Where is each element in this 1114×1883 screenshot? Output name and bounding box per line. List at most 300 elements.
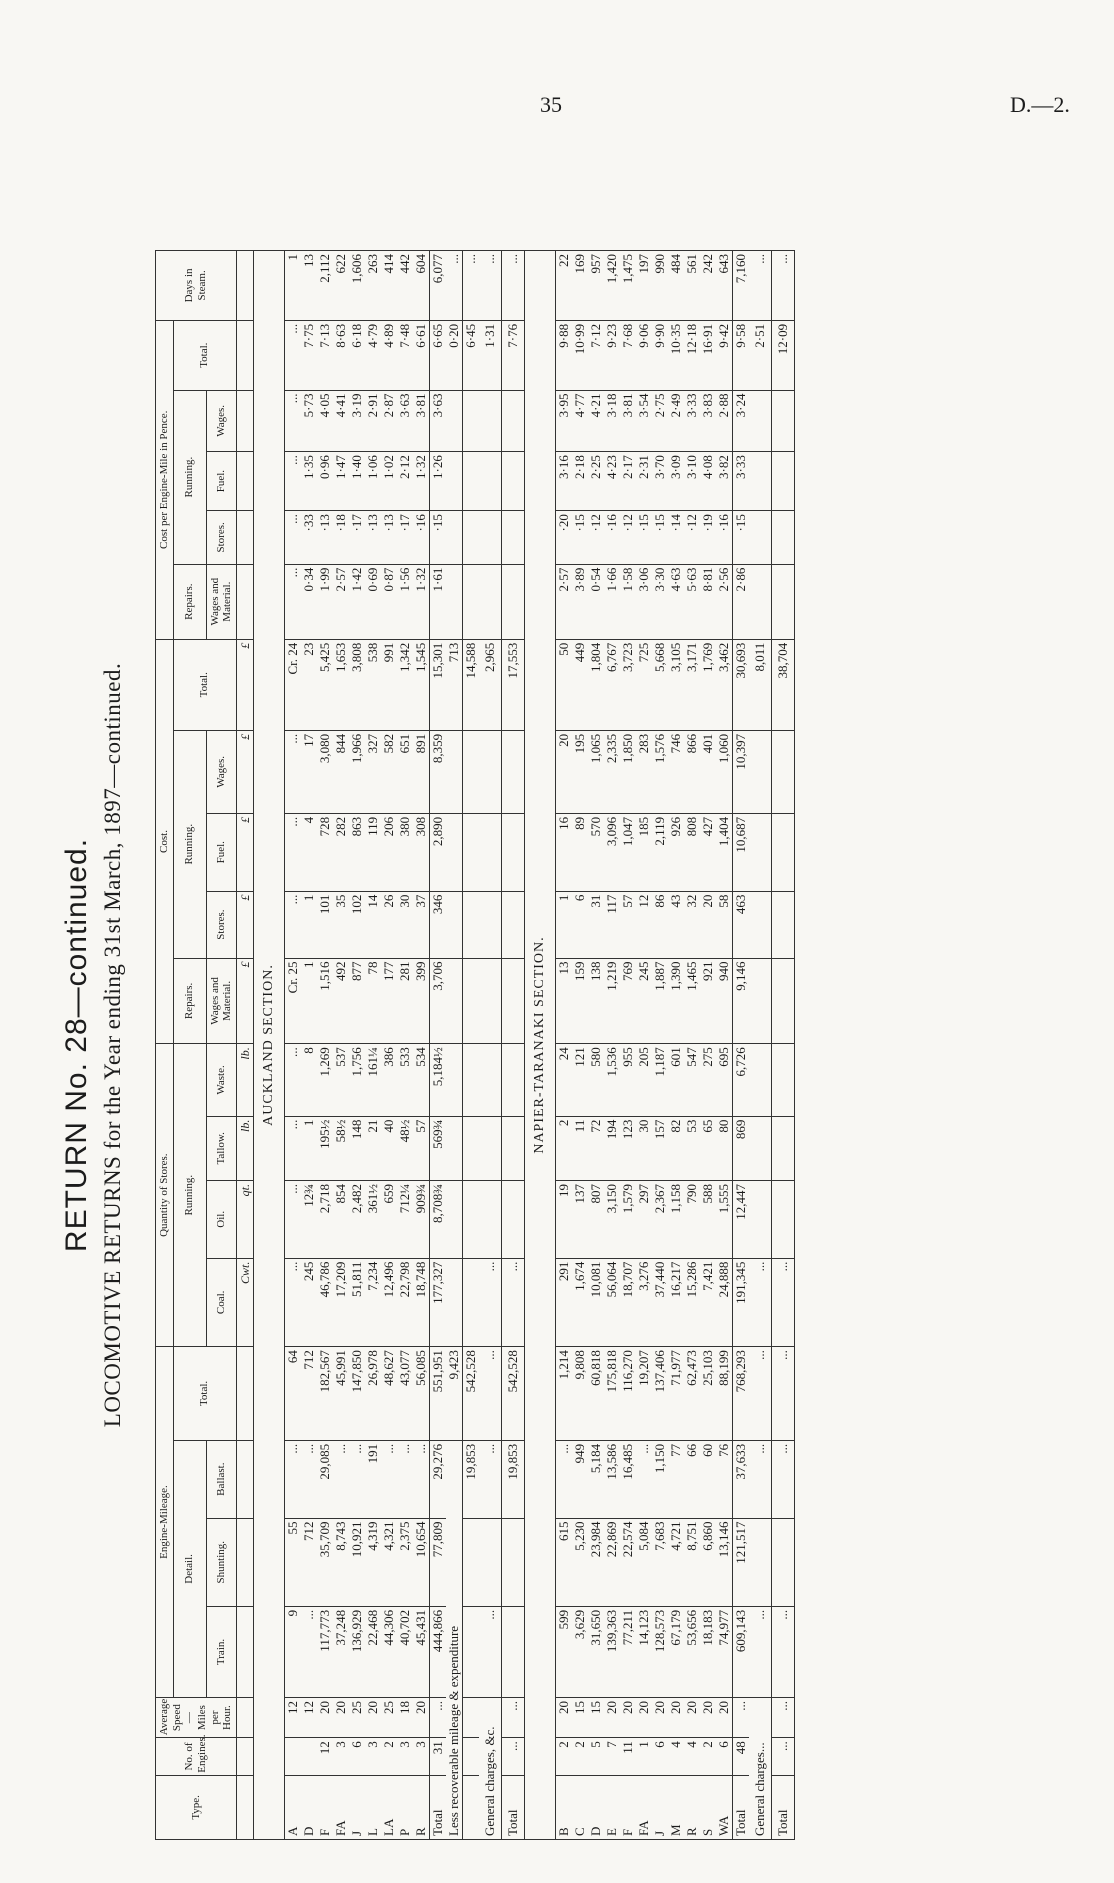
- cell-speed: 20: [333, 1698, 349, 1738]
- cell-days: 1,475: [620, 251, 636, 321]
- cell-c_tot: 3,105: [668, 639, 684, 730]
- header-pence-repairs: Repairs.: [173, 564, 206, 639]
- blank-cell: [771, 564, 794, 639]
- blank-cell: [446, 730, 463, 813]
- blank-cell: [771, 390, 794, 452]
- document-reference: D.—2.: [1010, 92, 1070, 117]
- cell-p_sto: ·16: [604, 511, 620, 565]
- cell-coal: 1,674: [572, 1258, 588, 1346]
- cell-coal: 3,276: [636, 1258, 652, 1346]
- row-label: S: [700, 1775, 716, 1839]
- blank-cell: [446, 564, 463, 639]
- cell-train: 3,629: [572, 1606, 588, 1697]
- cell-c_rep: 1,219: [604, 958, 620, 1044]
- cell-p_rep: 8·81: [700, 564, 716, 639]
- header-no-engines: No. of Engines.: [156, 1738, 237, 1776]
- cell-oil: 12¾: [301, 1180, 317, 1258]
- cell-c_wag: 651: [397, 730, 413, 813]
- cell-coal: 7,421: [700, 1258, 716, 1346]
- cell-p_rep: 5·63: [684, 564, 700, 639]
- section-heading: [253, 251, 284, 1840]
- header-days-in-steam: Days in Steam.: [156, 251, 237, 321]
- cell-train: 74,977: [716, 1606, 733, 1697]
- cell-waste: 533: [397, 1044, 413, 1116]
- row-label: A: [284, 1775, 301, 1839]
- cell-tallow: 195½: [317, 1116, 333, 1180]
- cell-train: ...: [301, 1606, 317, 1697]
- cell-ballast: 66: [684, 1440, 700, 1518]
- cell-c_tot: 1,653: [333, 639, 349, 730]
- cell-train: 45,431: [413, 1606, 430, 1697]
- cell-p_sto: ...: [284, 511, 301, 565]
- cell-c_sto: 30: [397, 891, 413, 958]
- cell-c_rep: 138: [588, 958, 604, 1044]
- cell-no: 3: [333, 1738, 349, 1776]
- cell-oil: 712¼: [397, 1180, 413, 1258]
- cell-c_sto: 31: [588, 891, 604, 958]
- cell-oil: 361½: [365, 1180, 381, 1258]
- cell-shunting: 6,860: [700, 1518, 716, 1606]
- cell-no: 2: [381, 1738, 397, 1776]
- row-label: F: [317, 1775, 333, 1839]
- cell-p_sto: ·15: [572, 511, 588, 565]
- cell-p_fuel: 3·70: [652, 452, 668, 511]
- cell-c_tot: 30,693: [732, 639, 749, 730]
- cell-coal: ...: [749, 1258, 772, 1346]
- blank-cell: [771, 1180, 794, 1258]
- cell-ballast: ...: [381, 1440, 397, 1518]
- cell-c_sto: 20: [700, 891, 716, 958]
- blank-cell: [479, 511, 502, 565]
- cell-c_rep: 9,146: [732, 958, 749, 1044]
- cell-ballast: ...: [349, 1440, 365, 1518]
- cell-speed: ...: [732, 1698, 749, 1738]
- cell-p_tot: 9·58: [732, 320, 749, 390]
- cell-waste: 1,756: [349, 1044, 365, 1116]
- cell-c_fuel: 2,890: [429, 813, 446, 891]
- cell-c_sto: 86: [652, 891, 668, 958]
- cell-no: ...: [771, 1738, 794, 1776]
- cell-shunting: 22,869: [604, 1518, 620, 1606]
- blank-cell: [771, 730, 794, 813]
- cell-p_wag: 4·21: [588, 390, 604, 452]
- cell-c_fuel: 206: [381, 813, 397, 891]
- cell-tallow: 57: [413, 1116, 430, 1180]
- blank-cell: [236, 1775, 253, 1839]
- section-total-row: [429, 251, 446, 1840]
- cell-days: ...: [462, 251, 479, 321]
- cell-days: 197: [636, 251, 652, 321]
- cell-ballast: 29,085: [317, 1440, 333, 1518]
- cell-tallow: 194: [604, 1116, 620, 1180]
- cell-c_tot: 1,545: [413, 639, 430, 730]
- cell-days: 1: [284, 251, 301, 321]
- cell-days: 2,112: [317, 251, 333, 321]
- cell-oil: 807: [588, 1180, 604, 1258]
- cell-speed: 20: [365, 1698, 381, 1738]
- cell-p_fuel: 1·40: [349, 452, 365, 511]
- cell-train: 14,123: [636, 1606, 652, 1697]
- cell-total: 45,991: [333, 1347, 349, 1441]
- cell-ballast: 1,150: [652, 1440, 668, 1518]
- row-label: C: [572, 1775, 588, 1839]
- cell-c_rep: 281: [397, 958, 413, 1044]
- cell-c_sto: 102: [349, 891, 365, 958]
- blank-cell: [749, 891, 772, 958]
- cell-p_fuel: 1·06: [365, 452, 381, 511]
- cell-tallow: 21: [365, 1116, 381, 1180]
- table-row: [652, 251, 668, 1840]
- cell-oil: 2,718: [317, 1180, 333, 1258]
- cell-oil: 854: [333, 1180, 349, 1258]
- blank-cell: [236, 251, 253, 321]
- cell-p_wag: 3·95: [555, 390, 572, 452]
- blank-cell: [462, 1518, 479, 1606]
- blank-cell: [462, 564, 479, 639]
- cell-ballast: 29,276: [429, 1440, 446, 1518]
- cell-c_wag: 2,335: [604, 730, 620, 813]
- cell-c_rep: 159: [572, 958, 588, 1044]
- units-row: [236, 251, 253, 1840]
- cell-waste: ...: [284, 1044, 301, 1116]
- header-pence-running: Running.: [173, 390, 206, 564]
- cell-c_tot: 14,588: [462, 639, 479, 730]
- cell-no: 3: [397, 1738, 413, 1776]
- cell-no: 48: [732, 1738, 749, 1776]
- cell-ballast: ...: [397, 1440, 413, 1518]
- cell-days: 6,077: [429, 251, 446, 321]
- cell-c_tot: 3,462: [716, 639, 733, 730]
- cell-tallow: 48½: [397, 1116, 413, 1180]
- cell-coal: ...: [501, 1258, 524, 1346]
- blank-cell: [749, 1518, 772, 1606]
- unit-cell: Cwt.: [236, 1258, 253, 1346]
- cell-speed: 20: [700, 1698, 716, 1738]
- header-pence-wages-material: Wages and Material.: [206, 564, 236, 639]
- table-row: [381, 251, 397, 1840]
- header-ballast: Ballast.: [206, 1440, 236, 1518]
- cell-coal: 22,798: [397, 1258, 413, 1346]
- cell-c_sto: ...: [284, 891, 301, 958]
- unit-cell: lb.: [236, 1116, 253, 1180]
- unit-cell: £: [236, 891, 253, 958]
- row-label: J: [349, 1775, 365, 1839]
- blank-cell: [462, 730, 479, 813]
- header-mileage-total: Total.: [173, 1347, 236, 1441]
- blank-cell: [446, 958, 463, 1044]
- cell-train: 53,656: [684, 1606, 700, 1697]
- blank-cell: [462, 1116, 479, 1180]
- header-engine-mileage: Engine-Mileage.: [156, 1347, 174, 1698]
- cell-total: 60,818: [588, 1347, 604, 1441]
- header-oil: Oil.: [206, 1180, 236, 1258]
- blank-cell: [749, 511, 772, 565]
- blank-cell: [462, 390, 479, 452]
- blank-cell: [771, 958, 794, 1044]
- cell-days: ...: [749, 251, 772, 321]
- table-row: [555, 251, 572, 1840]
- cell-total: 9,808: [572, 1347, 588, 1441]
- general-charges-row: [749, 251, 772, 1840]
- cell-p_sto: ·17: [349, 511, 365, 565]
- cell-coal: 18,707: [620, 1258, 636, 1346]
- cell-p_wag: 2·87: [381, 390, 397, 452]
- cell-c_rep: 1,887: [652, 958, 668, 1044]
- cell-p_sto: ·16: [716, 511, 733, 565]
- cell-c_wag: 1,060: [716, 730, 733, 813]
- row-label: FA: [333, 1775, 349, 1839]
- cell-c_tot: 713: [446, 639, 463, 730]
- cell-c_fuel: 89: [572, 813, 588, 891]
- cell-oil: 297: [636, 1180, 652, 1258]
- blank-cell: [479, 1044, 502, 1116]
- table-row: [684, 251, 700, 1840]
- cell-no: [301, 1738, 317, 1776]
- cell-coal: 16,217: [668, 1258, 684, 1346]
- blank-cell: [446, 1180, 463, 1258]
- blank-cell: [771, 1044, 794, 1116]
- blank-cell: [771, 1518, 794, 1606]
- header-wages: Wages.: [206, 730, 236, 813]
- cell-no: 3: [365, 1738, 381, 1776]
- cell-c_tot: 17,553: [501, 639, 524, 730]
- blank-cell: [236, 452, 253, 511]
- header-waste: Waste.: [206, 1044, 236, 1116]
- cell-ballast: ...: [636, 1440, 652, 1518]
- cell-oil: 137: [572, 1180, 588, 1258]
- cell-total: 551,951: [429, 1347, 446, 1441]
- general-label: General charges, &c.: [479, 1698, 502, 1840]
- cell-ballast: ...: [284, 1440, 301, 1518]
- cell-days: 263: [365, 251, 381, 321]
- cell-c_rep: 921: [700, 958, 716, 1044]
- cell-shunting: 2,375: [397, 1518, 413, 1606]
- row-label: E: [604, 1775, 620, 1839]
- unit-cell: £: [236, 958, 253, 1044]
- row-label: M: [668, 1775, 684, 1839]
- cell-p_fuel: 1·35: [301, 452, 317, 511]
- cell-total: 712: [301, 1347, 317, 1441]
- header-wages-material: Wages and Material.: [206, 958, 236, 1044]
- cell-tallow: 58½: [333, 1116, 349, 1180]
- cell-p_fuel: 0·96: [317, 452, 333, 511]
- cell-c_fuel: 728: [317, 813, 333, 891]
- cell-days: 169: [572, 251, 588, 321]
- cell-p_fuel: 3·09: [668, 452, 684, 511]
- blank-cell: [749, 813, 772, 891]
- cell-c_rep: 399: [413, 958, 430, 1044]
- cell-p_wag: 3·63: [397, 390, 413, 452]
- cell-no: [284, 1738, 301, 1776]
- blank-cell: [501, 1044, 524, 1116]
- cell-speed: ...: [429, 1698, 446, 1738]
- cell-total: ...: [479, 1347, 502, 1441]
- cell-speed: 12: [284, 1698, 301, 1738]
- blank-cell: [501, 891, 524, 958]
- cell-p_fuel: 1·47: [333, 452, 349, 511]
- cell-speed: 20: [716, 1698, 733, 1738]
- cell-p_wag: 3·81: [413, 390, 430, 452]
- general-charges-row: [479, 251, 502, 1840]
- blank-cell: [462, 1698, 479, 1738]
- row-label: D: [301, 1775, 317, 1839]
- header-cost: Cost.: [156, 639, 174, 1044]
- unit-cell: £: [236, 813, 253, 891]
- table-row: [413, 251, 430, 1840]
- cell-no: 5: [588, 1738, 604, 1776]
- blank-cell: [479, 891, 502, 958]
- cell-shunting: 4,721: [668, 1518, 684, 1606]
- cell-p_sto: ·20: [555, 511, 572, 565]
- header-cost-total: Total.: [173, 639, 236, 730]
- header-pence-total: Total.: [173, 320, 236, 390]
- cell-speed: 25: [349, 1698, 365, 1738]
- cell-p_rep: 0·87: [381, 564, 397, 639]
- table-row: [588, 251, 604, 1840]
- cell-ballast: 19,853: [501, 1440, 524, 1518]
- cell-c_fuel: 427: [700, 813, 716, 891]
- cell-c_wag: 1,576: [652, 730, 668, 813]
- cell-p_tot: 6·18: [349, 320, 365, 390]
- cell-total: 542,528: [462, 1347, 479, 1441]
- cell-waste: 6,726: [732, 1044, 749, 1116]
- cell-c_wag: ...: [284, 730, 301, 813]
- cell-p_tot: 9·90: [652, 320, 668, 390]
- cell-days: 957: [588, 251, 604, 321]
- cell-c_sto: 6: [572, 891, 588, 958]
- cell-total: 43,077: [397, 1347, 413, 1441]
- cell-tallow: 869: [732, 1116, 749, 1180]
- cell-days: 643: [716, 251, 733, 321]
- cell-waste: 275: [700, 1044, 716, 1116]
- unit-cell: qt.: [236, 1180, 253, 1258]
- row-label: WA: [716, 1775, 733, 1839]
- header-pence-fuel: Fuel.: [206, 452, 236, 511]
- cell-waste: 955: [620, 1044, 636, 1116]
- blank-cell: [749, 564, 772, 639]
- cell-train: 22,468: [365, 1606, 381, 1697]
- cell-p_rep: 0·69: [365, 564, 381, 639]
- cell-c_rep: 1,465: [684, 958, 700, 1044]
- cell-oil: 19: [555, 1180, 572, 1258]
- cell-c_tot: 50: [555, 639, 572, 730]
- cell-c_wag: 746: [668, 730, 684, 813]
- blank-cell: [462, 1738, 479, 1776]
- cell-p_wag: 3·54: [636, 390, 652, 452]
- cell-c_tot: 15,301: [429, 639, 446, 730]
- cell-c_wag: 327: [365, 730, 381, 813]
- cell-p_wag: 4·41: [333, 390, 349, 452]
- cell-days: 242: [700, 251, 716, 321]
- cell-oil: 2,367: [652, 1180, 668, 1258]
- cell-p_tot: 7·48: [397, 320, 413, 390]
- cell-shunting: 4,319: [365, 1518, 381, 1606]
- cell-days: 7,160: [732, 251, 749, 321]
- row-label: P: [397, 1775, 413, 1839]
- cell-days: 442: [397, 251, 413, 321]
- cell-shunting: 23,984: [588, 1518, 604, 1606]
- cell-train: 67,179: [668, 1606, 684, 1697]
- cell-train: 40,702: [397, 1606, 413, 1697]
- blank-cell: [446, 1116, 463, 1180]
- blank-cell: [462, 1044, 479, 1116]
- cell-total: 116,270: [620, 1347, 636, 1441]
- cell-p_rep: ...: [284, 564, 301, 639]
- cell-waste: 1,536: [604, 1044, 620, 1116]
- cell-c_fuel: 863: [349, 813, 365, 891]
- cell-p_rep: 1·99: [317, 564, 333, 639]
- header-shunting: Shunting.: [206, 1518, 236, 1606]
- cell-tallow: 65: [700, 1116, 716, 1180]
- cell-c_tot: 991: [381, 639, 397, 730]
- row-label: D: [588, 1775, 604, 1839]
- cell-train: 37,248: [333, 1606, 349, 1697]
- section-heading: [524, 251, 555, 1840]
- section-name: NAPIER-TARANAKI SECTION.: [524, 251, 555, 1840]
- subtotal-row: [462, 251, 479, 1840]
- cell-ballast: ...: [301, 1440, 317, 1518]
- cell-waste: 695: [716, 1044, 733, 1116]
- cell-p_sto: ·18: [333, 511, 349, 565]
- blank-cell: [236, 1738, 253, 1776]
- cell-c_rep: 78: [365, 958, 381, 1044]
- cell-c_fuel: 808: [684, 813, 700, 891]
- grand-total-row: [501, 251, 524, 1840]
- blank-cell: [446, 1044, 463, 1116]
- cell-p_fuel: 1·32: [413, 452, 430, 511]
- cell-shunting: 10,654: [413, 1518, 430, 1606]
- cell-coal: ...: [479, 1258, 502, 1346]
- blank-cell: [479, 452, 502, 511]
- cell-days: 1,420: [604, 251, 620, 321]
- cell-coal: 191,345: [732, 1258, 749, 1346]
- cell-total: 25,103: [700, 1347, 716, 1441]
- cell-oil: 3,150: [604, 1180, 620, 1258]
- blank-cell: [749, 1044, 772, 1116]
- table-row: [301, 251, 317, 1840]
- cell-tallow: 157: [652, 1116, 668, 1180]
- blank-cell: [501, 390, 524, 452]
- cell-waste: 8: [301, 1044, 317, 1116]
- cell-coal: 7,234: [365, 1258, 381, 1346]
- cell-no: 11: [620, 1738, 636, 1776]
- cell-c_wag: 582: [381, 730, 397, 813]
- cell-p_tot: 12·18: [684, 320, 700, 390]
- cell-c_tot: 1,769: [700, 639, 716, 730]
- unit-cell: lb.: [236, 1044, 253, 1116]
- cell-p_tot: 6·61: [413, 320, 430, 390]
- cell-tallow: 123: [620, 1116, 636, 1180]
- cell-c_wag: 283: [636, 730, 652, 813]
- blank-cell: [501, 1180, 524, 1258]
- cell-c_rep: 1,516: [317, 958, 333, 1044]
- grand-label: Total: [501, 1775, 524, 1839]
- cell-p_sto: ·13: [381, 511, 397, 565]
- cell-total: 137,406: [652, 1347, 668, 1441]
- cell-ballast: 19,853: [462, 1440, 479, 1518]
- cell-coal: 46,786: [317, 1258, 333, 1346]
- cell-p_fuel: 3·33: [732, 452, 749, 511]
- cell-c_wag: 1,966: [349, 730, 365, 813]
- cell-no: 4: [684, 1738, 700, 1776]
- cell-p_wag: 4·77: [572, 390, 588, 452]
- unit-cell: £: [236, 639, 253, 730]
- cell-speed: 25: [381, 1698, 397, 1738]
- section-name: AUCKLAND SECTION.: [253, 251, 284, 1840]
- cell-speed: 20: [604, 1698, 620, 1738]
- cell-ballast: ...: [479, 1440, 502, 1518]
- cell-c_rep: 177: [381, 958, 397, 1044]
